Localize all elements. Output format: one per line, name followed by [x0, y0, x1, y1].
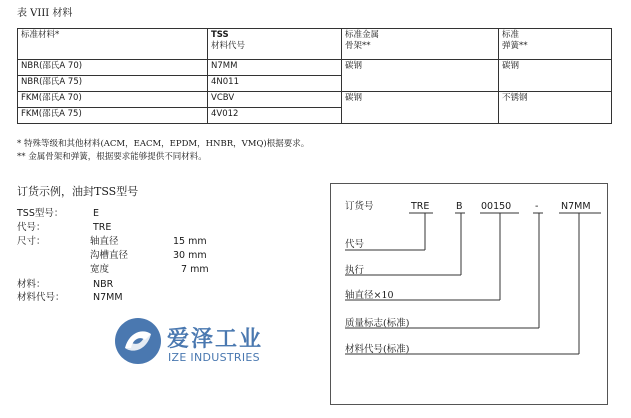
example-sub-groove: 沟槽直径 [90, 250, 129, 261]
example-value-material-code: N7MM [93, 292, 123, 303]
example-value-type: E [93, 208, 100, 219]
order-part-material: N7MM [561, 201, 591, 212]
example-value-code: TRE [93, 222, 112, 233]
logo-swirl-icon [115, 318, 161, 364]
table-header-row [18, 29, 612, 60]
order-head: 订货号 [345, 201, 374, 212]
code-cell: VCBV [208, 92, 342, 108]
example-label-material-code: 材料代号： [17, 292, 65, 303]
header-metal-frame: 标准金属 骨架** [342, 29, 499, 60]
example-value-material: NBR [93, 279, 114, 290]
logo-mark [115, 318, 161, 364]
order-part-exec: B [456, 201, 463, 212]
logo-cn-text: 爱泽工业 [167, 327, 264, 352]
order-label-exec: 执行 [345, 265, 365, 276]
table-row [18, 92, 612, 108]
logo-en-text: IZE INDUSTRIES [168, 351, 260, 364]
materials-table [17, 28, 612, 124]
code-cell: N7MM [208, 60, 342, 76]
material-cell: FKM(邵氏A 70) [18, 92, 208, 108]
material-cell: NBR(邵氏A 75) [18, 76, 208, 92]
header-spring: 标准 弹簧** [499, 29, 612, 60]
order-label-code: 代号 [345, 239, 365, 250]
note-2: ** 金属骨架和弹簧，根据要求能够提供不同材料。 [17, 152, 207, 162]
spring-cell: 碳钢 [499, 60, 612, 92]
example-value-shaft: 15 mm [173, 236, 207, 247]
order-part-quality: - [535, 201, 539, 212]
material-cell: FKM(邵氏A 75) [18, 108, 208, 124]
table-row [18, 60, 612, 76]
order-label-quality: 质量标志(标准) [345, 318, 410, 329]
header-standard-material: 标准材料* [18, 29, 208, 60]
note-1: * 特殊等级和其他材料(ACM，EACM，EPDM，HNBR，VMQ)根据要求。 [17, 139, 310, 149]
spring-cell: 不锈钢 [499, 92, 612, 124]
section-title: 表 VIII 材料 [17, 8, 73, 19]
example-label-type: TSS型号： [17, 208, 64, 219]
order-label-material: 材料代号(标准) [345, 344, 410, 355]
code-cell: 4V012 [208, 108, 342, 124]
order-code-diagram [330, 183, 608, 405]
order-part-diameter: 00150 [481, 201, 512, 212]
example-label-material: 材料： [17, 279, 46, 290]
metal-cell: 碳钢 [342, 60, 499, 92]
example-sub-width: 宽度 [90, 264, 110, 275]
material-cell: NBR(邵氏A 70) [18, 60, 208, 76]
code-cell: 4N011 [208, 76, 342, 92]
header-tss-code: TSS 材料代号 [208, 29, 342, 60]
order-part-code: TRE [411, 201, 430, 212]
example-value-groove: 30 mm [173, 250, 207, 261]
example-label-size: 尺寸： [17, 236, 46, 247]
example-label-code: 代号： [17, 222, 46, 233]
order-label-diameter: 轴直径×10 [345, 290, 394, 301]
metal-cell: 碳钢 [342, 92, 499, 124]
example-value-width: 7 mm [181, 264, 209, 275]
example-title: 订货示例，油封TSS型号 [17, 185, 139, 198]
example-sub-shaft: 轴直径 [90, 236, 119, 247]
